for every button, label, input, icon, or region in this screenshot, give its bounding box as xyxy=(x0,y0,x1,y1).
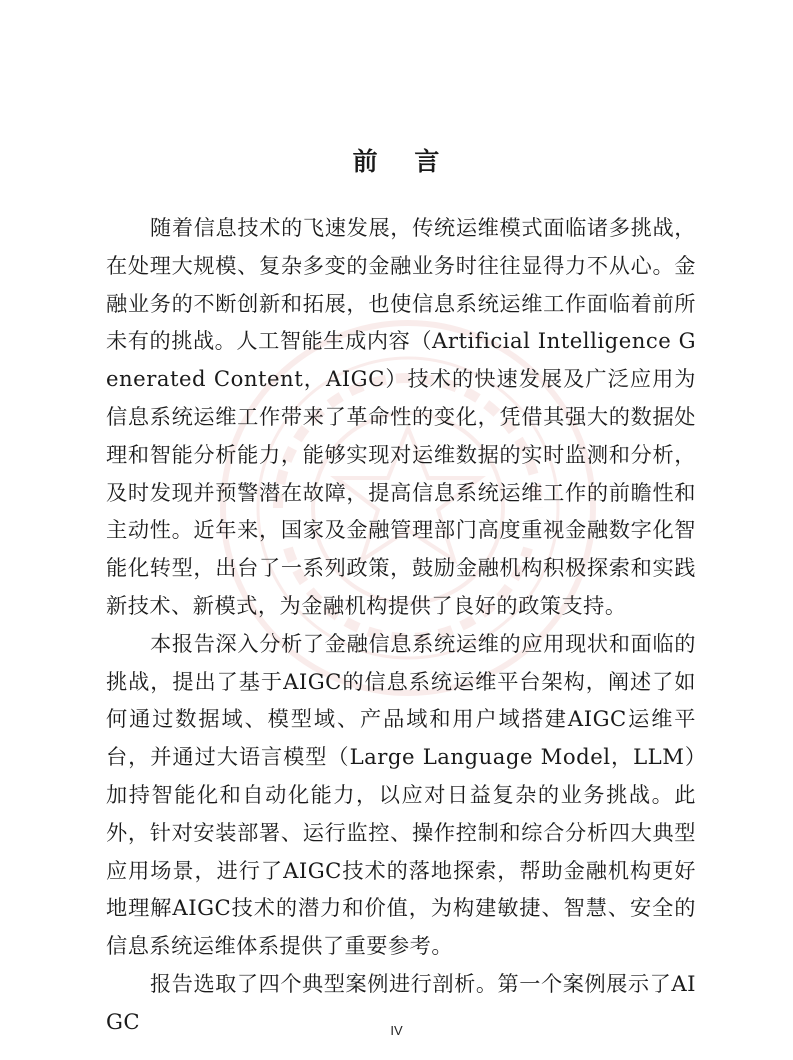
page-number: IV xyxy=(390,1023,403,1038)
paragraph-2: 本报告深入分析了金融信息系统运维的应用现状和面临的挑战，提出了基于AIGC的信息系统运维平台架构，阐述了如何通过数据域、模型域、产品域和用户域搭建AIGC运维平台，并通过大语言模型（Large Language Model，LLM）加持智能化和自动化能力，以应对日益复杂的业务挑战。此外，针对安装部署、运行监控、操作控制和综合分析四大典型应用场景，进行了AIGC技术的落地探索，帮助金融机构更好地理解AIGC技术的潜力和价值，为构建敏捷、智慧、安全的信息系统运维体系提供了重要参考。 xyxy=(106,630,696,959)
paragraph-3: 报告选取了四个典型案例进行剖析。第一个案例展示了AIGC xyxy=(106,970,696,1034)
body-text xyxy=(106,209,696,1041)
paragraph-1: 随着信息技术的飞速发展，传统运维模式面临诸多挑战，在处理大规模、复杂多变的金融业务时往往显得力不从心。金融业务的不断创新和拓展，也使信息系统运维工作面临着前所未有的挑战。人工智能生成内容（Artificial Intelligence Generated Content，AIGC）技术的快速发展及广泛应用为信息系统运维工作带来了革命性的变化，凭借其强大的数据处理和智能分析能力，能够实现对运维数据的实时监测和分析，及时发现并预警潜在故障，提高信息系统运维工作的前瞻性和主动性。近年来，国家及金融管理部门高度重视金融数字化智能化转型，出台了一系列政策，鼓励金融机构积极探索和实践新技术、新模式，为金融机构提供了良好的政策支持。 xyxy=(106,215,696,618)
page-title: 前 言 xyxy=(352,147,441,176)
